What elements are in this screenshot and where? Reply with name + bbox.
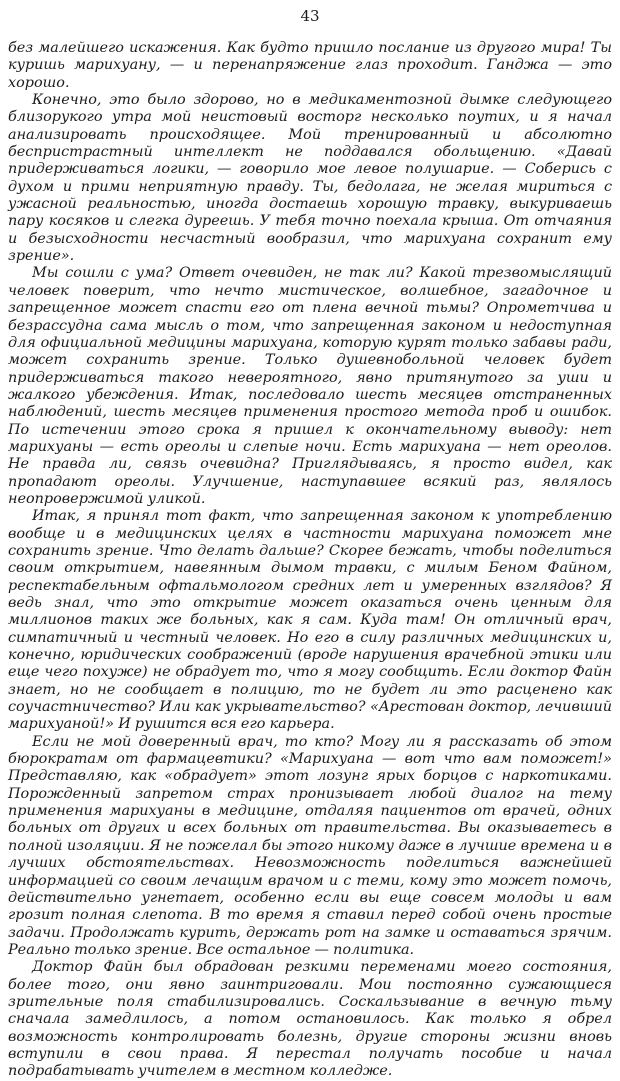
paragraph: без малейшего искажения. Как будто пришло послание из другого мира! Ты куришь марихуану, — и перенапряжение глаз проходит. Ганджа — это хорошо. [8,40,612,91]
page-number: 43 [300,7,320,25]
paragraph: Доктор Файн был обрадован резкими переменами моего состояния, более того, они явно заинтриговали. Мои постоянно сужающиеся зрительные поля стабилизировались. Соскальзывание в вечную тьму сначала замедлилось, а потом остановилось. Как только я обрел возможность контролировать болезнь, другие стороны жизни вновь вступили в свои права. Я перестал получать пособие и начал подрабатывать учителем в местном колледже. [8,959,612,1080]
paragraph: Конечно, это было здорово, но в медикаментозной дымке следующего близорукого утра мой неистовый восторг несколько поутих, и я начал анализировать происходящее. Мой тренированный и абсолютно беспристрастный интеллект не поддавался обольщению. «Давай придерживаться логики, — говорило мое левое полушарие. — Соберись с духом и прими неприятную правду. Ты, бедолага, не желая мириться с ужасной реальностью, иногда достаешь хорошую травку, выкуриваешь пару косяков и слегка дуреешь. У тебя точно поехала крыша. От отчаяния и безысходности несчастный вообразил, что марихуана сохранит ему зрение». [8,92,612,265]
paragraph: Если не мой доверенный врач, то кто? Могу ли я рассказать об этом бюрократам от фармацевтики? «Марихуана — вот что вам поможет!» Представляю, как «обрадует» этот лозунг ярых борцов с наркотиками. Порожденный запретом страх пронизывает любой диалог на тему применения марихуаны в медицине, отдаляя пациентов от врачей, одних больных от других и всех больных от правительства. Вы оказываетесь в полной изоляции. Я не пожелал бы этого никому даже в лучшие времена и в лучших обстоятельствах. Невозможность поделиться важнейшей информацией со своим лечащим врачом и с теми, кому это может помочь, действительно угнетает, особенно если вы еще совсем молоды и вам грозит полная слепота. В то время я ставил перед собой очень простые задачи. Продолжать курить, держать рот на замке и оставаться зрячим. Реально только зрение. Все остальное — политика. [8,733,612,958]
text-block [8,40,612,1081]
paragraph: Итак, я принял тот факт, что запрещенная законом к употреблению вообще и в медицинских целях в частности марихуана поможет мне сохранить зрение. Что делать дальше? Скорее бежать, чтобы поделиться своим открытием, навеянным дымом травки, с милым Беном Файном, респектабельным офтальмологом средних лет и умеренных взглядов? Я ведь знал, что это открытие может оказаться очень ценным для миллионов таких же больных, как я сам. Куда там! Он отличный врач, симпатичный и честный человек. Но его в силу различных медицинских и, конечно, юридических соображений (вроде нарушения врачебной этики или еще чего похуже) не обрадует то, что я могу сообщить. Если доктор Файн знает, но не сообщает в полицию, то не будет ли это расценено как соучастничество? Или как укрывательство? «Арестован доктор, лечивший марихуаной!» И рушится вся его карьера. [8,508,612,733]
paragraph: Мы сошли с ума? Ответ очевиден, не так ли? Какой трезвомыслящий человек поверит, что нечто мистическое, волшебное, загадочное и запрещенное может спасти его от плена вечной тьмы? Опрометчива и безрассудна сама мысль о том, что запрещенная законом и недоступная для официальной медицины марихуана, которую курят только забавы ради, может сохранить зрение. Только душевнобольной человек будет придерживаться такого невероятного, явно притянутого за уши и жалкого убеждения. Итак, последовало шесть месяцев отстраненных наблюдений, шесть месяцев применения простого метода проб и ошибок. По истечении этого срока я пришел к окончательному выводу: нет марихуаны — есть ореолы и слепые ночи. Есть марихуана — нет ореолов. Не правда ли, связь очевидна? Приглядываясь, я просто видел, как пропадают ореолы. Улучшение, наступавшее всякий раз, являлось неопровержимой уликой. [8,265,612,507]
